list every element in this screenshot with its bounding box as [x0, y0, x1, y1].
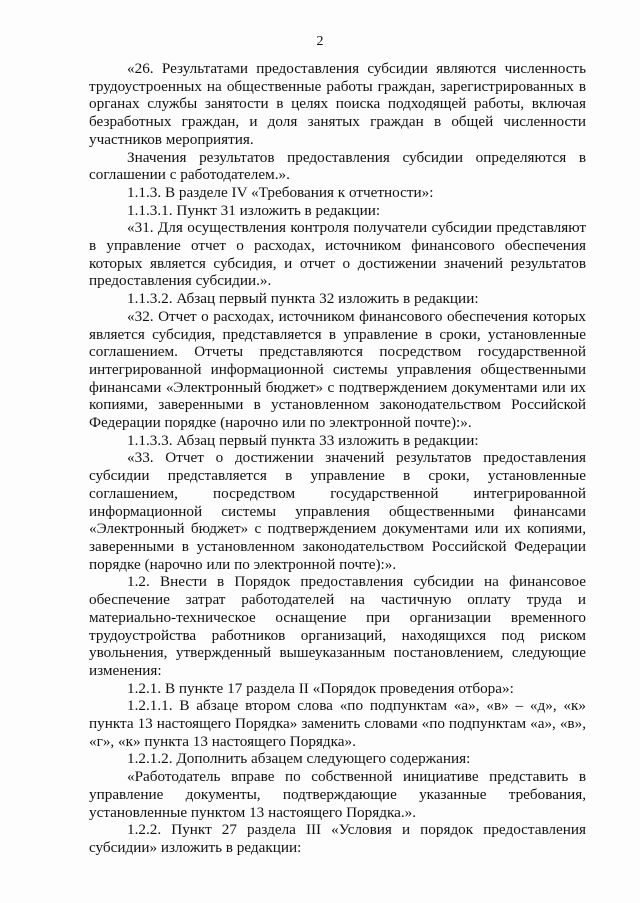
- paragraph-employer-initiative: «Работодатель вправе по собственной инициативе представить в управление документы, подтверждающие указанные требования, установленные пунктом 13 настоящего Порядка.».: [89, 768, 586, 821]
- paragraph-1-2-1: 1.2.1. В пункте 17 раздела II «Порядок проведения отбора»:: [127, 679, 514, 697]
- paragraph-item-32: «32. Отчет о расходах, источником финансового обеспечения которых является субсидия, представляется в управление в сроки, установленные соглашением. Отчеты представляются посредством государственной интегрированной информационной системы управления общественными финансами «Электронный бюджет» с подтверждением документами или их копиями, заверенными в установленном законодательством Российской Федерации порядке (нарочно или по электронной почте):».: [89, 307, 586, 432]
- paragraph-1-2-1-2: 1.2.1.2. Дополнить абзацем следующего содержания:: [127, 750, 471, 768]
- paragraph-item-33: «33. Отчет о достижении значений результатов предоставления субсидии представляется в управление в сроки, установленные соглашением, посредством государственной интегрированной информационной системы управления общественными финансами «Электронный бюджет» с подтверждением документами или их копиями, заверенными в установленном законодательством Российской Федерации порядке (нарочно или по электронной почте):».: [89, 449, 586, 573]
- paragraph-1-1-3-3: 1.1.3.3. Абзац первый пункта 33 изложить в редакции:: [127, 431, 479, 449]
- paragraph-item-31: «31. Для осуществления контроля получатели субсидии представляют в управление отчет о расходах, источником финансового обеспечения которых является субсидия, и отчет о достижении значений результатов предоставления субсидии.».: [89, 219, 586, 290]
- paragraph-1-1-3-1: 1.1.3.1. Пункт 31 изложить в редакции:: [127, 201, 381, 219]
- paragraph-results-values: Значения результатов предоставления субсидии определяются в соглашении с работодателем.».: [89, 148, 586, 184]
- paragraph-1-1-3-2: 1.1.3.2. Абзац первый пункта 32 изложить в редакции:: [127, 290, 479, 308]
- paragraph-1-2: 1.2. Внести в Порядок предоставления субсидии на финансовое обеспечение затрат работодателей на частичную оплату труда и материально-техническое оснащение при организации временного трудоустройства работников организаций, находящихся под риском увольнения, утвержденный вышеуказанным постановлением, следующие изменения:: [89, 573, 586, 679]
- document-body: [89, 60, 586, 857]
- paragraph-1-2-2: 1.2.2. Пункт 27 раздела III «Условия и порядок предоставления субсидии» изложить в редакции:: [89, 821, 586, 856]
- paragraph-1-1-3: 1.1.3. В разделе IV «Требования к отчетности»:: [127, 183, 434, 201]
- page-number: 2: [316, 34, 324, 49]
- paragraph-1-2-1-1: 1.2.1.1. В абзаце втором слова «по подпунктам «а», «в» – «д», «к» пункта 13 настоящего Порядка» заменить словами «по подпунктам «а», «в», «г», «к» пункта 13 настоящего Порядка».: [89, 697, 586, 750]
- paragraph-item-26: «26. Результатами предоставления субсидии являются численность трудоустроенных на общественные работы граждан, зарегистрированных в органах службы занятости в целях поиска подходящей работы, включая безработных граждан, и доля занятых граждан в общей численности участников мероприятия.: [89, 60, 586, 148]
